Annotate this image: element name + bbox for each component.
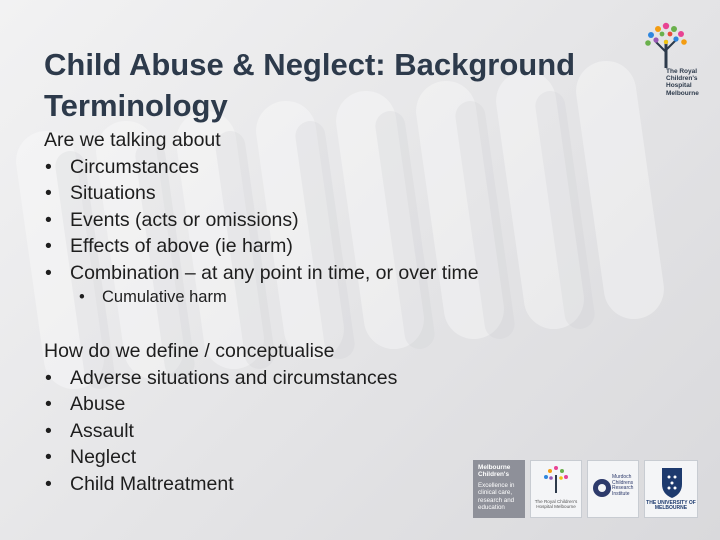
mcri-circle-icon (591, 477, 613, 499)
list-item: • Situations (44, 180, 644, 207)
slide-body (44, 127, 644, 497)
slide-title: Child Abuse & Neglect: Background Terminology (44, 47, 576, 123)
list-item: • Abuse (44, 391, 644, 418)
section1-sublist (44, 286, 644, 308)
melbourne-childrens-logo: Melbourne Children's Excellence in clinical care, research and education (473, 460, 525, 518)
sub-list-item: • Cumulative harm (44, 286, 644, 308)
list-item: • Circumstances (44, 154, 644, 181)
list-item: • Assault (44, 418, 644, 445)
list-item: • Neglect (44, 444, 644, 471)
rch-partner-logo: The Royal Children's Hospital Melbourne (530, 460, 582, 518)
section1-list (44, 154, 644, 287)
list-item: • Effects of above (ie harm) (44, 233, 644, 260)
list-item: • Adverse situations and circumstances (44, 365, 644, 392)
partner-logos (473, 460, 698, 518)
university-crest-icon (645, 464, 699, 500)
list-item: • Child Maltreatment (44, 471, 644, 498)
section1-intro: Are we talking about (44, 129, 221, 151)
section2-intro: How do we define / conceptualise (44, 340, 335, 362)
mcri-logo: Murdoch Childrens Research Institute (587, 460, 639, 518)
rch-tree-small-icon (531, 463, 581, 499)
rch-logo-text: The Royal Children's Hospital Melbourne (666, 68, 699, 97)
university-of-melbourne-logo: THE UNIVERSITY OF MELBOURNE (644, 460, 698, 518)
list-item: • Combination – at any point in time, or over time (44, 260, 644, 287)
list-item: • Events (acts or omissions) (44, 207, 644, 234)
